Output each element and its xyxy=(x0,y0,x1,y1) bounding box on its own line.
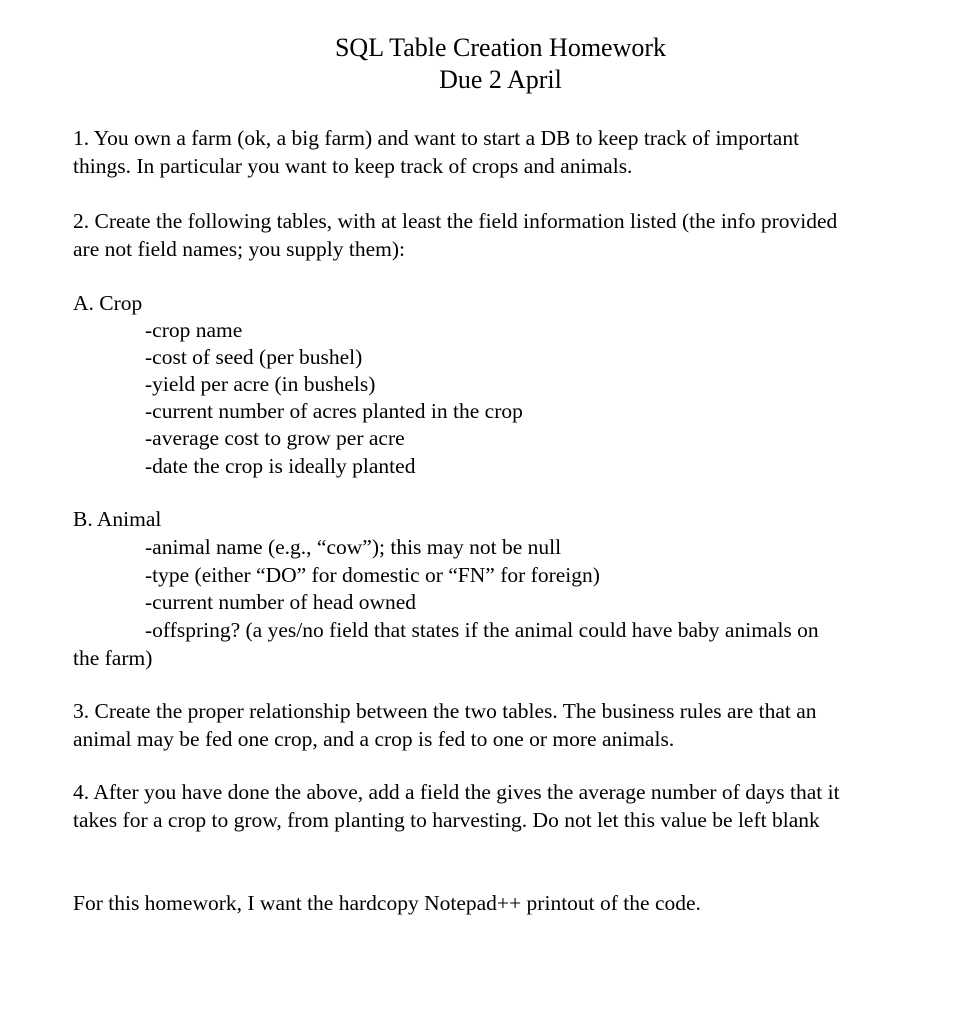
footer-instruction: For this homework, I want the hardcopy Notepad++ printout of the code. xyxy=(73,891,701,915)
paragraph-4-line-1: 4. After you have done the above, add a field the gives the average number of days that it xyxy=(73,780,840,804)
paragraph-2-line-1: 2. Create the following tables, with at least the field information listed (the info provided xyxy=(73,209,838,233)
animal-heading: B. Animal xyxy=(73,507,162,531)
crop-field: -average cost to grow per acre xyxy=(145,426,405,450)
paragraph-4-line-2: takes for a crop to grow, from planting to harvesting. Do not let this value be left blank xyxy=(73,808,820,832)
animal-field-continuation: the farm) xyxy=(73,646,153,670)
animal-field: -current number of head owned xyxy=(145,590,417,614)
document-title: SQL Table Creation Homework xyxy=(334,33,667,62)
paragraph-1-line-2: things. In particular you want to keep track of crops and animals. xyxy=(73,154,633,178)
animal-field: -offspring? (a yes/no field that states if the animal could have baby animals on xyxy=(145,618,819,642)
crop-field: -yield per acre (in bushels) xyxy=(145,372,376,396)
crop-field: -cost of seed (per bushel) xyxy=(145,345,363,369)
due-date: Due 2 April xyxy=(439,65,562,94)
paragraph-2-line-2: are not field names; you supply them): xyxy=(73,237,405,261)
paragraph-3-line-2: animal may be fed one crop, and a crop is fed to one or more animals. xyxy=(73,727,675,751)
crop-field: -date the crop is ideally planted xyxy=(145,454,416,478)
animal-field: -type (either “DO” for domestic or “FN” for foreign) xyxy=(145,563,600,587)
crop-field: -current number of acres planted in the crop xyxy=(145,399,523,423)
crop-heading: A. Crop xyxy=(73,291,143,315)
paragraph-1-line-1: 1. You own a farm (ok, a big farm) and want to start a DB to keep track of important xyxy=(73,126,800,150)
paragraph-3-line-1: 3. Create the proper relationship between the two tables. The business rules are that an xyxy=(73,699,817,723)
crop-field: -crop name xyxy=(145,318,243,342)
animal-field: -animal name (e.g., “cow”); this may not be null xyxy=(145,535,562,559)
